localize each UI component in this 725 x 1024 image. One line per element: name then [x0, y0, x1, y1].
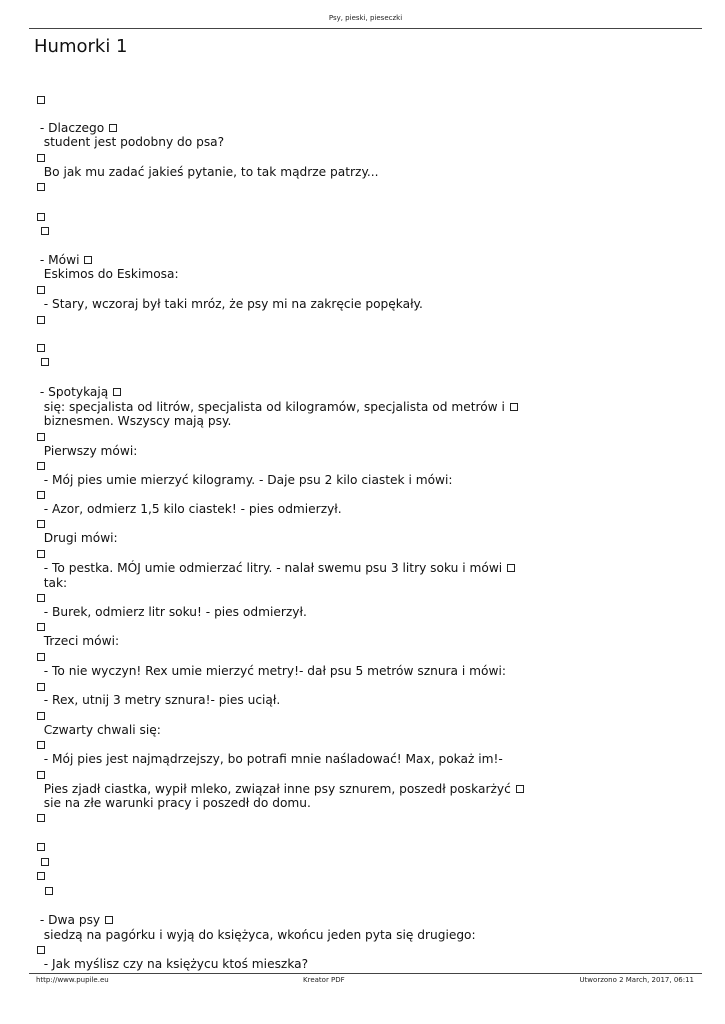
line-text: [36, 355, 40, 369]
missing-glyph-box-icon: [37, 286, 45, 294]
line-text: [36, 224, 40, 238]
text-line: [36, 135, 224, 149]
missing-glyph-box-icon: [37, 771, 45, 779]
missing-glyph-box-icon: [37, 843, 45, 851]
text-line: [36, 473, 453, 487]
missing-glyph-box-icon: [37, 316, 45, 324]
line-text: - Jak myślisz czy na księżycu ktoś mieszka?: [36, 957, 309, 971]
text-line: [36, 121, 118, 135]
missing-glyph-box-icon: [37, 344, 45, 352]
text-line: [36, 591, 46, 605]
text-line: [36, 768, 46, 782]
missing-glyph-box-icon: [37, 741, 45, 749]
line-text: student jest podobny do psa?: [36, 135, 225, 149]
missing-glyph-box-icon: [510, 403, 518, 411]
text-line: [36, 267, 179, 281]
missing-glyph-box-icon: [37, 946, 45, 954]
text-line: [36, 796, 311, 810]
line-text: [36, 884, 44, 898]
line-text: - To nie wyczyn! Rex umie mierzyć metry!- dał psu 5 metrów sznura i mówi:: [36, 664, 506, 678]
text-line: [36, 738, 46, 752]
line-text: biznesmen. Wszyscy mają psy.: [36, 414, 232, 428]
missing-glyph-box-icon: [37, 550, 45, 558]
missing-glyph-box-icon: [105, 916, 113, 924]
line-text: [36, 855, 40, 869]
text-line: [36, 547, 46, 561]
page-header: Psy, pieski, pieseczki: [328, 14, 403, 22]
text-line: [36, 502, 342, 516]
missing-glyph-box-icon: [37, 520, 45, 528]
missing-glyph-box-icon: [109, 124, 117, 132]
text-line: [36, 561, 516, 575]
text-line: [36, 283, 46, 297]
missing-glyph-box-icon: [84, 256, 92, 264]
footer-generator: Kreator PDF: [303, 976, 345, 984]
text-line: [36, 385, 122, 399]
text-line: [36, 634, 119, 648]
footer-created-date: Utworzono 2 March, 2017, 06:11: [579, 976, 694, 984]
text-line: [36, 723, 161, 737]
missing-glyph-box-icon: [37, 653, 45, 661]
text-line: [36, 913, 114, 927]
text-line: [36, 884, 54, 898]
line-text: Eskimos do Eskimosa:: [36, 267, 179, 281]
text-line: [36, 224, 50, 238]
line-text: tak:: [36, 576, 68, 590]
text-line: [36, 869, 46, 883]
missing-glyph-box-icon: [37, 183, 45, 191]
line-text: - Stary, wczoraj był taki mróz, że psy mi na zakręcie popękały.: [36, 297, 423, 311]
missing-glyph-box-icon: [37, 154, 45, 162]
line-text: Pies zjadł ciastka, wypił mleko, związał inne psy sznurem, poszedł poskarżyć: [36, 782, 515, 796]
text-line: [36, 459, 46, 473]
line-text: Czwarty chwali się:: [36, 723, 161, 737]
text-line: [36, 680, 46, 694]
header-divider: [29, 28, 702, 29]
line-text: siedzą na pagórku i wyją do księżyca, wkońcu jeden pyta się drugiego:: [36, 928, 476, 942]
page-title: Humorki 1: [34, 36, 128, 57]
text-line: [36, 93, 46, 107]
missing-glyph-box-icon: [37, 623, 45, 631]
line-text: Trzeci mówi:: [36, 634, 120, 648]
text-line: [36, 928, 476, 942]
text-line: [36, 444, 137, 458]
missing-glyph-box-icon: [113, 388, 121, 396]
line-text: Pierwszy mówi:: [36, 444, 138, 458]
footer-divider: [29, 973, 702, 974]
missing-glyph-box-icon: [41, 858, 49, 866]
line-text: - Spotykają: [36, 385, 113, 399]
line-text: - Rex, utnij 3 metry sznura!- pies uciął.: [36, 693, 281, 707]
line-text: sie na złe warunki pracy i poszedł do domu.: [36, 796, 311, 810]
missing-glyph-box-icon: [37, 712, 45, 720]
line-text: - Mówi: [36, 253, 84, 267]
text-line: [36, 709, 46, 723]
line-text: - Azor, odmierz 1,5 kilo ciastek! - pies odmierzył.: [36, 502, 342, 516]
line-text: - Mój pies umie mierzyć kilogramy. - Daje psu 2 kilo ciastek i mówi:: [36, 473, 453, 487]
text-line: [36, 313, 46, 327]
text-line: [36, 517, 46, 531]
text-line: [36, 840, 46, 854]
line-text: - Dlaczego: [36, 121, 109, 135]
text-line: [36, 957, 308, 971]
text-line: [36, 752, 503, 766]
text-line: [36, 576, 67, 590]
missing-glyph-box-icon: [37, 683, 45, 691]
missing-glyph-box-icon: [37, 872, 45, 880]
line-text: Bo jak mu zadać jakieś pytanie, to tak mądrze patrzy...: [36, 165, 379, 179]
text-line: [36, 297, 423, 311]
missing-glyph-box-icon: [37, 594, 45, 602]
text-line: [36, 210, 46, 224]
missing-glyph-box-icon: [37, 462, 45, 470]
line-text: - Burek, odmierz litr soku! - pies odmierzył.: [36, 605, 307, 619]
missing-glyph-box-icon: [37, 814, 45, 822]
missing-glyph-box-icon: [37, 96, 45, 104]
line-text: - Dwa psy: [36, 913, 105, 927]
text-line: [36, 430, 46, 444]
text-line: [36, 180, 46, 194]
footer-url: http://www.pupile.eu: [36, 976, 109, 984]
line-text: - To pestka. MÓJ umie odmierzać litry. - nalał swemu psu 3 litry soku i mówi: [36, 561, 507, 575]
text-line: [36, 341, 46, 355]
text-line: [36, 855, 50, 869]
text-line: [36, 943, 46, 957]
text-line: [36, 165, 379, 179]
missing-glyph-box-icon: [41, 227, 49, 235]
text-line: [36, 531, 118, 545]
missing-glyph-box-icon: [37, 433, 45, 441]
missing-glyph-box-icon: [516, 785, 524, 793]
text-line: [36, 693, 280, 707]
text-line: [36, 650, 46, 664]
text-line: [36, 664, 506, 678]
text-line: [36, 620, 46, 634]
missing-glyph-box-icon: [37, 491, 45, 499]
text-line: [36, 400, 519, 414]
line-text: - Mój pies jest najmądrzejszy, bo potrafi mnie naśladować! Max, pokaż im!-: [36, 752, 503, 766]
text-line: [36, 488, 46, 502]
line-text: się: specjalista od litrów, specjalista od kilogramów, specjalista od metrów i: [36, 400, 509, 414]
text-line: [36, 782, 525, 796]
text-line: [36, 253, 93, 267]
text-line: [36, 414, 231, 428]
missing-glyph-box-icon: [45, 887, 53, 895]
text-line: [36, 355, 50, 369]
line-text: Drugi mówi:: [36, 531, 118, 545]
text-line: [36, 811, 46, 825]
text-line: [36, 151, 46, 165]
missing-glyph-box-icon: [507, 564, 515, 572]
missing-glyph-box-icon: [41, 358, 49, 366]
text-line: [36, 605, 307, 619]
missing-glyph-box-icon: [37, 213, 45, 221]
